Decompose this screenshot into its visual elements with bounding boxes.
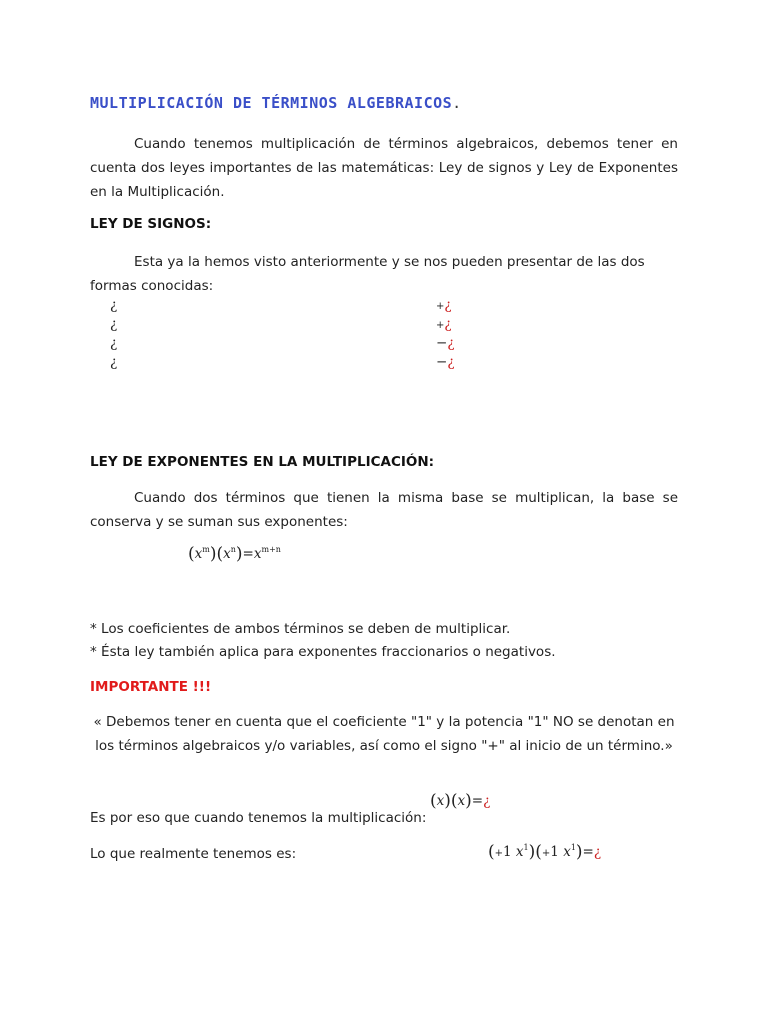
signs-row-3-right: −¿ xyxy=(436,335,455,351)
note-coefficients: * Los coeficientes de ambos términos se deben de multiplicar. xyxy=(90,621,511,637)
signs-row-1-right: +¿ xyxy=(436,297,452,313)
exponents-paragraph: Cuando dos términos que tienen la misma base se multiplican, la base se conserva y se suman sus exponentes: xyxy=(90,490,678,530)
note-fractional-exponents: * Ésta ley también aplica para exponentes fraccionarios o negativos. xyxy=(90,644,556,660)
title-period: . xyxy=(452,94,462,112)
intro-paragraph: Cuando tenemos multiplicación de términos algebraicos, debemos tener en cuenta dos leyes importantes de las matemáticas: Ley de signos y Ley de Exponentes en la Multiplicación. xyxy=(90,136,678,200)
example-1-text: Es por eso que cuando tenemos la multiplicación: xyxy=(90,810,427,826)
example-2-formula: (+1 $x^1)(+1$ $x^1)=¿$ xyxy=(488,842,602,862)
signs-heading: LEY DE SIGNOS: xyxy=(90,216,212,232)
important-quote: « Debemos tener en cuenta que el coeficiente "1" y la potencia "1" NO se denotan en los términos algebraicos y/o variables, así como el signo "+" al inicio de un término.» xyxy=(93,714,675,754)
signs-row-3-left: ¿ xyxy=(110,335,118,351)
exponent-formula: $(x^m)(x^n)=x^{m+n}$ xyxy=(188,544,281,564)
signs-row-4-left: ¿ xyxy=(110,354,118,370)
example-1-formula: (x)(x)=¿ xyxy=(430,791,491,811)
signs-row-2-left: ¿ xyxy=(110,316,118,332)
important-label: IMPORTANTE !!! xyxy=(90,679,212,695)
signs-paragraph: Esta ya la hemos visto anteriormente y se nos pueden presentar de las dos formas conocidas: xyxy=(90,254,645,294)
signs-row-4-right: −¿ xyxy=(436,354,455,370)
signs-row-1-left: ¿ xyxy=(110,297,118,313)
page-title: MULTIPLICACIÓN DE TÉRMINOS ALGEBRAICOS. xyxy=(90,94,462,112)
exponents-heading: LEY DE EXPONENTES EN LA MULTIPLICACIÓN: xyxy=(90,454,435,470)
example-2-text: Lo que realmente tenemos es: xyxy=(90,846,297,862)
signs-row-2-right: +¿ xyxy=(436,316,452,332)
